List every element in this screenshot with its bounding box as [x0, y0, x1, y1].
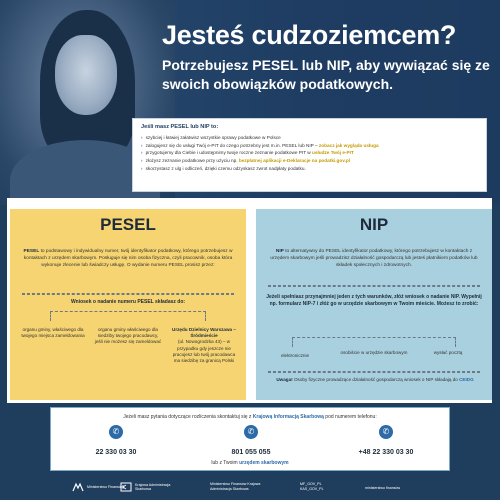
- footer-logo-kas: Krajowa Administracja Skarbowa: [120, 482, 173, 492]
- list-item: › szybciej i łatwiej załatwisz wszystkie sprawy podatkowe w Polsce: [141, 135, 281, 140]
- pesel-option-3: Urzędu Dzielnicy Warszawa – Śródmieście (ul. Nowogrodzka 43) – w przypadku gdy jeszcze nie pracujesz lub twój pracodawca ma siedzibę za granicą Polski: [172, 327, 236, 364]
- footer-logo-ministry: Ministerstwo Finansów Krajowa Administracja Skarbowa: [210, 482, 261, 491]
- link-ceidg[interactable]: CEIDG: [459, 377, 474, 382]
- bullet-icon: ›: [141, 135, 143, 140]
- link-kis[interactable]: Krajową Informacją Skarbową: [252, 414, 324, 420]
- pesel-title: PESEL: [100, 215, 156, 234]
- bullet-icon: ›: [141, 150, 143, 156]
- footer-logo-mf: Ministerstwo Finansów: [72, 482, 123, 492]
- hero-banner: [0, 0, 500, 205]
- kas-logo-icon: [120, 482, 132, 492]
- contact-box: [50, 407, 450, 471]
- nip-description: NIP to alternatywny do PESEL identyfikator podatkowy, którego potrzebujesz w kontaktach z urzędem skarbowym jeśli prowadzisz działalność gospodarczą lub jesteś płatnikiem podatków lub składek społecznych i zdrowotnych.: [270, 249, 478, 268]
- phone-number[interactable]: 22 330 03 30: [95, 449, 137, 456]
- link-edeklaracje[interactable]: bezpłatnej aplikacji e-Deklaracje na podatki.gov.pl: [238, 158, 350, 164]
- bullet-icon: ›: [141, 158, 143, 164]
- list-item: › zalogujesz się do usługi Twój e-PIT do czego potrzebny jest m.in. PESEL lub NIP – zobacz jak wygląda usługa: [141, 142, 379, 148]
- bullet-icon: ›: [141, 165, 143, 171]
- phone-icon: ✆: [244, 425, 258, 439]
- divider: [268, 285, 480, 287]
- face-shape: [55, 35, 117, 115]
- pesel-where: Wniosek o nadanie numeru PESEL składasz do:: [70, 299, 186, 305]
- nip-title: NIP: [359, 215, 389, 234]
- pesel-box: [10, 209, 246, 400]
- nip-warning: Uwaga! Osoby fizyczne prowadzące działalność gospodarczą wniosek o NIP składają do CEIDG: [276, 377, 474, 382]
- link-tax-office[interactable]: urzędem skarbowym: [239, 460, 289, 466]
- benefits-title: Jeśli masz PESEL lub NIP to:: [141, 124, 219, 130]
- page-title: Jesteś cudzoziemcem?: [162, 20, 457, 50]
- contact-footer: lub z Twoim urzędem skarbowym: [211, 460, 289, 466]
- phone-icon: ✆: [109, 425, 123, 439]
- page-subtitle: Potrzebujesz PESEL lub NIP, aby wywiązać się ze swoich obowiązków podatkowych.: [162, 57, 490, 92]
- nip-option-in-person: osobiście w urzędzie skarbowym: [340, 350, 408, 355]
- list-item: › skorzystasz z ulg i odliczeń, dzięki czemu odzyskasz zwrot nadpłaty podatku.: [141, 165, 306, 171]
- divider: [268, 371, 480, 373]
- pesel-option-2: organu gminy właściwego dla siedziby twojego pracodawcy, jeśli nie możesz się zameldować: [94, 327, 162, 345]
- nip-where: Jeżeli spełniasz przynajmniej jeden z tych warunków, złóż wniosek o nadanie NIP. Wypełnij np. formularz NIP-7 i złóż go w urzędzie skarbowym w Twoim mieście. Możesz to zrobić:: [266, 294, 482, 307]
- bullet-icon: ›: [141, 142, 143, 148]
- connector-lines: [292, 337, 456, 347]
- footer-social-handles[interactable]: MF_GOV_PL KAS_GOV_PL: [300, 482, 324, 491]
- link-service[interactable]: zobacz jak wygląda usługa: [318, 142, 379, 148]
- list-item: › złożysz zeznanie podatkowe przy użyciu np. bezpłatnej aplikacji e-Deklaracje na podatki.gov.pl: [141, 158, 350, 164]
- pesel-description: PESEL to podstawowy i indywidualny numer, twój identyfikator podatkowy, którego potrzebujesz w kontaktach z urzędem skarbowym. Posługuje się nim osoba fizyczna, czyli pracownik, osoba która wykonuje zlecenie lub świadczy usługę. O wydanie numeru PESEL prosisz przez:: [23, 249, 233, 268]
- nip-box: [256, 209, 492, 400]
- nip-option-electronic: elektronicznie: [280, 353, 310, 358]
- footer-youtube[interactable]: ministerstwo finansów: [365, 486, 401, 490]
- benefits-box: [132, 118, 487, 192]
- nip-option-post: wysłać pocztą: [433, 350, 463, 355]
- phone-icon: ✆: [379, 425, 393, 439]
- divider: [22, 293, 234, 295]
- phone-number[interactable]: +48 22 330 03 30: [358, 449, 414, 456]
- link-twoj-epit[interactable]: usłudze Twój e-PIT: [311, 150, 354, 156]
- benefits-list: [141, 134, 478, 173]
- mf-logo-icon: [72, 482, 84, 492]
- phone-item: [331, 425, 441, 459]
- pesel-option-1: organu gminy, właściwego dla twojego miejsca zameldowania: [21, 327, 85, 339]
- phone-item: [196, 425, 306, 459]
- footer-bar: [0, 478, 500, 500]
- phone-number[interactable]: 801 055 055: [231, 449, 271, 456]
- connector-lines: [50, 311, 206, 321]
- phone-item: [61, 425, 171, 459]
- list-item: › przygotujemy dla Ciebie i udostępnimy twoje roczne zeznanie podatkowe PIT w usłudze Twój e-PIT: [141, 150, 354, 156]
- contact-question: Jeżeli masz pytania dotyczące rozliczenia skontaktuj się z Krajową Informacją Skarbową pod numerem telefonu:: [123, 414, 377, 420]
